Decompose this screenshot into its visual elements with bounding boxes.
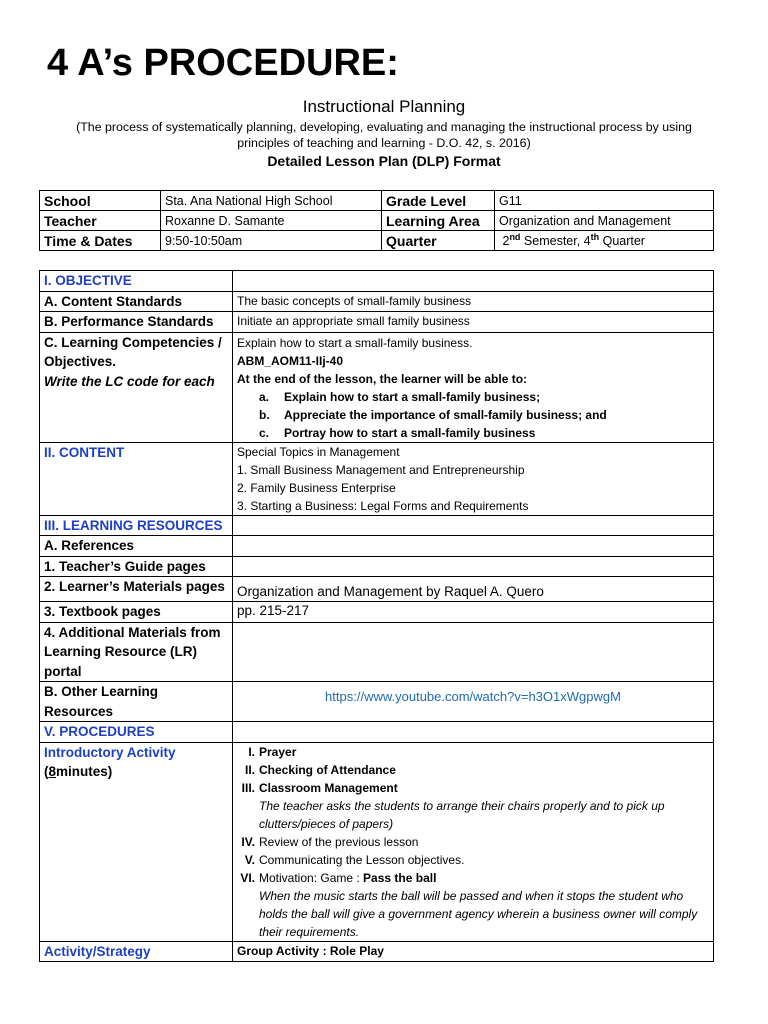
additional-materials-label: 4. Additional Materials from Learning Resource (LR) portal [40,622,233,682]
content-line: 1. Small Business Management and Entrepreneurship [237,462,525,477]
table-row [40,191,714,211]
competencies-value: Explain how to start a small-family business. [237,335,473,350]
table-row [40,742,714,941]
lc-intro: At the end of the lesson, the learner will be able to: [237,371,528,386]
quarter-value: 2nd Semester, 4th Quarter [495,231,714,251]
list-item: IV. Review of the previous lesson [241,834,419,849]
content-heading: II. CONTENT [40,442,233,515]
activity-strategy-value: Group Activity : Role Play [233,941,714,962]
table-row [40,722,714,743]
other-resources-label: B. Other Learning Resources [40,682,233,722]
table-row [40,556,714,577]
content-line: 3. Starting a Business: Legal Forms and Requirements [237,498,529,513]
page-title: 4 A’s PROCEDURE: [47,42,399,84]
lc-code: ABM_AOM11-IIj-40 [237,353,344,368]
table-row [40,442,714,515]
list-item: a. Explain how to start a small-family business; [259,389,541,404]
objective-heading: I. OBJECTIVE [40,271,233,292]
grade-label: Grade Level [382,191,495,211]
resources-heading: III. LEARNING RESOURCES [40,515,233,536]
procedure-description: The teacher asks the students to arrange their chairs properly and to pick up clutters/pieces of papers) [259,798,665,831]
content-line: Special Topics in Management [237,444,400,459]
time-value: 9:50-10:50am [161,231,382,251]
subtitle: Instructional Planning [302,97,466,116]
teacher-value: Roxanne D. Samante [161,211,382,231]
references-label: A. References [40,536,233,557]
table-row [40,602,714,623]
school-label: School [40,191,161,211]
learners-materials-label: 2. Learner’s Materials pages [40,577,233,602]
area-value: Organization and Management [495,211,714,231]
learners-materials-value: Organization and Management by Raquel A. Quero [233,577,714,602]
table-row [40,577,714,602]
teacher-label: Teacher [40,211,161,231]
format-label: Detailed Lesson Plan (DLP) Format [267,153,501,169]
empty-cell [233,515,714,536]
activity-strategy-label: Activity/Strategy [40,941,233,962]
performance-standards-value: Initiate an appropriate small family business [233,312,714,333]
empty-cell [233,622,714,682]
list-item: V. Communicating the Lesson objectives. [244,852,465,867]
teachers-guide-label: 1. Teacher’s Guide pages [40,556,233,577]
other-resources-value [233,682,714,722]
area-label: Learning Area [382,211,495,231]
content-standards-label: A. Content Standards [40,291,233,312]
procedure-list [233,742,714,941]
time-label: Time & Dates [40,231,161,251]
list-item: c. Portray how to start a small-family business [259,425,536,440]
table-row [40,682,714,722]
list-item: III. Classroom Management [241,780,398,795]
table-row [40,332,714,442]
description: (The process of systematically planning, developing, evaluating and managing the instructional process by using principles of teaching and learning - D.O. 42, s. 2016) [76,120,692,150]
procedure-description: When the music starts the ball will be passed and when it stops the student who holds the ball will give a government agency wherein a business owner will comply their requirements. [259,888,698,939]
list-item: I. Prayer [248,744,297,759]
quarter-label: Quarter [382,231,495,251]
empty-cell [233,556,714,577]
table-row [40,312,714,333]
list-item: b. Appreciate the importance of small-family business; and [259,407,607,422]
content-line: 2. Family Business Enterprise [237,480,396,495]
info-table [39,190,714,251]
youtube-link[interactable]: https://www.youtube.com/watch?v=h3O1xWgpwgM [325,689,621,704]
introductory-activity-label: Introductory Activity (8minutes) [40,742,233,941]
table-row [40,271,714,292]
table-row [40,211,714,231]
content-cell [233,442,714,515]
grade-value: G11 [495,191,714,211]
empty-cell [233,536,714,557]
lesson-plan-table [39,270,714,962]
competencies-note: Write the LC code for each [44,373,215,389]
school-value: Sta. Ana National High School [161,191,382,211]
table-row [40,291,714,312]
empty-cell [233,722,714,743]
performance-standards-label: B. Performance Standards [40,312,233,333]
list-item: II. Checking of Attendance [244,762,396,777]
table-row [40,941,714,962]
competencies-cell [233,332,714,442]
table-row [40,622,714,682]
table-row [40,536,714,557]
table-row [40,231,714,251]
competencies-label: C. Learning Competencies / Objectives. Write the LC code for each [40,332,233,442]
procedures-heading: V. PROCEDURES [40,722,233,743]
empty-cell [233,271,714,292]
list-item: VI. Motivation: Game : Pass the ball [240,870,437,885]
textbook-value: pp. 215-217 [233,602,714,623]
content-standards-value: The basic concepts of small-family business [233,291,714,312]
table-row [40,515,714,536]
textbook-label: 3. Textbook pages [40,602,233,623]
